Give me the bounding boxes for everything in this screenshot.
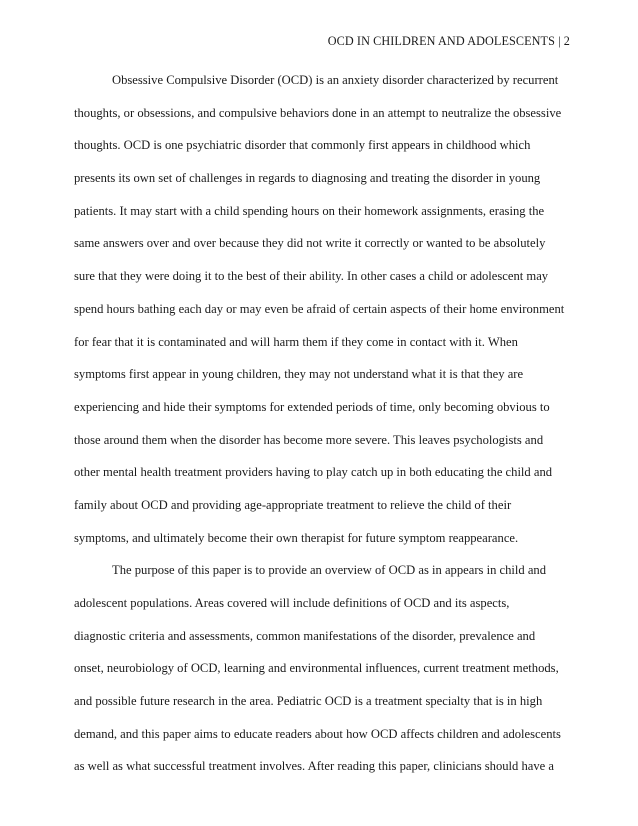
paragraph-1-line-9: for fear that it is contaminated and will harm them if they come in contact with it. When bbox=[74, 334, 518, 349]
paragraph-1-line-12: those around them when the disorder has become more severe. This leaves psychologists and bbox=[74, 432, 544, 447]
paragraph-1-line-2: thoughts, or obsessions, and compulsive behaviors done in an attempt to neutralize the obsessive bbox=[74, 105, 562, 120]
paragraph-2-line-6: demand, and this paper aims to educate readers about how OCD affects children and adolescents bbox=[74, 726, 561, 741]
paragraph-1-line-11: experiencing and hide their symptoms for extended periods of time, only becoming obvious to bbox=[74, 399, 550, 414]
paragraph-1-line-15: symptoms, and ultimately become their own therapist for future symptom reappearance. bbox=[74, 530, 519, 545]
paragraph-1-line-7: sure that they were doing it to the best of their ability. In other cases a child or adolescent may bbox=[74, 269, 549, 284]
running-head: OCD IN CHILDREN AND ADOLESCENTS | 2 bbox=[327, 34, 570, 48]
paragraph-1-line-4: presents its own set of challenges in regards to diagnosing and treating the disorder in young bbox=[74, 171, 541, 186]
paragraph-1-line-5: patients. It may start with a child spending hours on their homework assignments, erasing the bbox=[74, 203, 545, 218]
paragraph-1-line-8: spend hours bathing each day or may even be afraid of certain aspects of their home environment bbox=[74, 301, 565, 316]
paragraph-2-line-2: adolescent populations. Areas covered will include definitions of OCD and its aspects, bbox=[74, 596, 510, 610]
paragraph-1-line-3: thoughts. OCD is one psychiatric disorder that commonly first appears in childhood which bbox=[74, 138, 531, 153]
paragraph-1-line-1: Obsessive Compulsive Disorder (OCD) is an anxiety disorder characterized by recurrent bbox=[112, 73, 559, 87]
paragraph-2-line-5: and possible future research in the area. Pediatric OCD is a treatment specialty that is in high bbox=[74, 694, 543, 709]
paragraph-1-line-6: same answers over and over because they did not write it correctly or wanted to be absolutely bbox=[74, 236, 546, 251]
paragraph-1-line-14: family about OCD and providing age-appropriate treatment to relieve the child of their bbox=[74, 497, 512, 512]
paragraph-2-line-4: onset, neurobiology of OCD, learning and environmental influences, current treatment methods, bbox=[74, 661, 559, 676]
paragraph-1-line-13: other mental health treatment providers having to play catch up in both educating the child and bbox=[74, 465, 553, 480]
body-text bbox=[74, 64, 568, 783]
paragraph-2-line-7: as well as what successful treatment involves. After reading this paper, clinicians should have a bbox=[74, 759, 555, 774]
paragraph-2-line-3: diagnostic criteria and assessments, common manifestations of the disorder, prevalence and bbox=[74, 628, 536, 643]
paragraph-2-line-1: The purpose of this paper is to provide an overview of OCD as in appears in child and bbox=[112, 563, 547, 578]
paragraph-1-line-10: symptoms first appear in young children, they may not understand what it is that they are bbox=[74, 367, 524, 382]
